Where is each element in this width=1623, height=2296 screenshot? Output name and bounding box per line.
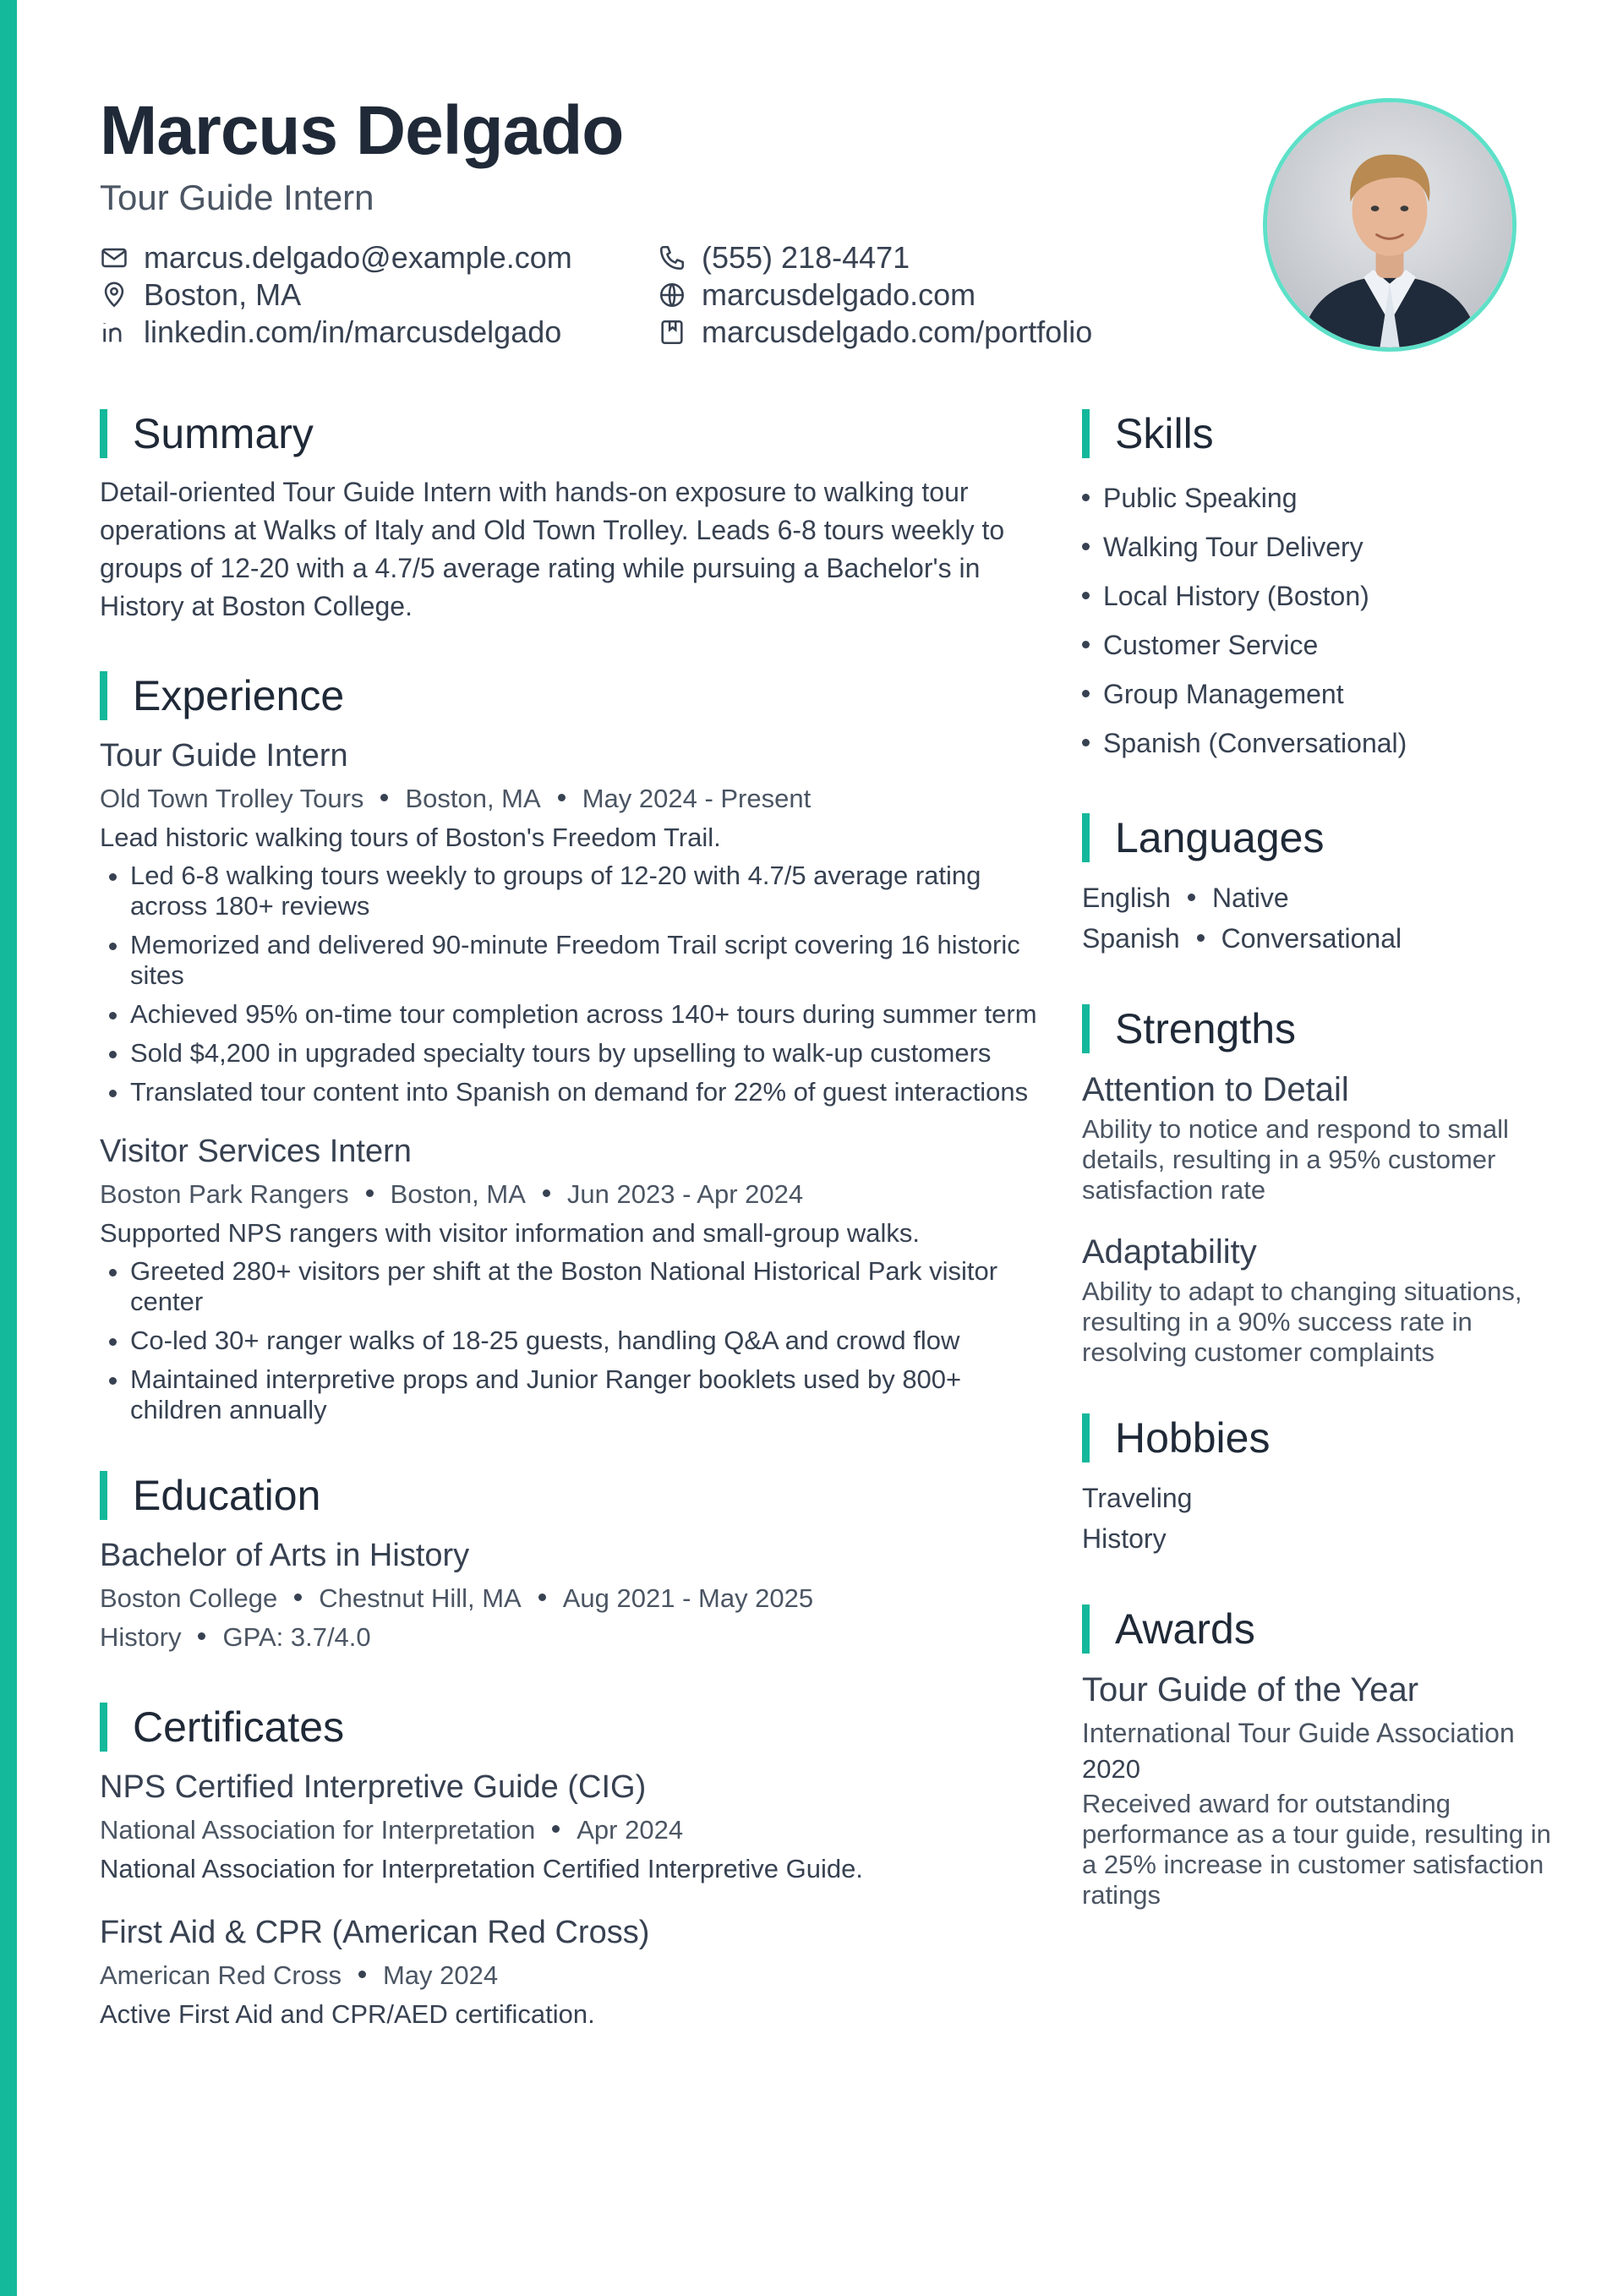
linkedin-icon [100,318,128,347]
certificate-meta [100,1811,1038,1850]
award-year: 2020 [1082,1754,1140,1784]
skill-item: Public Speaking [1082,473,1572,522]
accent-bar [0,0,17,2296]
job-bullets [100,861,1038,1107]
job-location: Boston, MA [405,784,541,813]
strengths-heading: Strengths [1115,1005,1297,1052]
job-dates: May 2024 - Present [582,784,812,813]
job-company: Old Town Trolley Tours [100,784,364,813]
skill-item: Group Management [1082,670,1572,719]
job-bullet: • Led 6-8 walking tours weekly to groups of 12-20 with 4.7/5 average rating across 180+ reviews [130,861,1038,921]
globe-icon [658,281,686,309]
education-heading: Education [133,1472,321,1519]
job-bullet: • Sold $4,200 in upgraded specialty tours by upselling to walk-up customers [130,1038,1038,1069]
email-text: marcus.delgado@example.com [144,240,572,276]
linkedin-text: linkedin.com/in/marcusdelgado [144,314,562,350]
education-meta [100,1579,1038,1618]
certificate-issuer: National Association for Interpretation [100,1815,536,1845]
portfolio-icon [658,318,686,347]
job-location: Boston, MA [390,1179,526,1209]
skill-item: Local History (Boston) [1082,571,1572,620]
skill-item: Customer Service [1082,620,1572,670]
section-marker [100,1471,107,1520]
education-entry [100,1535,1038,1657]
job-description: Lead historic walking tours of Boston's Freedom Trail. [100,823,721,852]
right-column [1082,409,1572,1956]
job-bullet: • Co-led 30+ ranger walks of 18-25 guests, handling Q&A and crowd flow [130,1326,1038,1356]
language-name: Spanish [1082,923,1180,954]
education-section [100,1471,1038,1657]
certificate-issuer: American Red Cross [100,1960,342,1990]
job-company: Boston Park Rangers [100,1179,349,1209]
job-title: Tour Guide Intern [100,738,348,774]
avatar-illustration [1267,102,1512,347]
job-dates: Jun 2023 - Apr 2024 [566,1179,804,1209]
strength-description: Ability to adapt to changing situations, resulting in a 90% success rate in resolving customer complaints [1082,1276,1522,1367]
contact-location [100,277,658,313]
candidate-title: Tour Guide Intern [100,178,374,218]
school-name: Boston College [100,1583,278,1613]
job-description: Supported NPS rangers with visitor information and small-group walks. [100,1218,921,1248]
job-bullet: • Greeted 280+ visitors per shift at the Boston National Historical Park visitor center [130,1256,1038,1317]
language-level: Native [1211,883,1289,913]
hobbies-heading: Hobbies [1115,1414,1271,1462]
contact-website[interactable] [658,277,1182,313]
language-level: Conversational [1221,923,1402,954]
skill-item: Walking Tour Delivery [1082,522,1572,571]
section-marker [100,1703,107,1752]
award-title: Tour Guide of the Year [1082,1671,1419,1708]
section-marker [1082,1604,1090,1654]
strength-description: Ability to notice and respond to small details, resulting in a 95% customer satisfaction rate [1082,1114,1509,1205]
section-marker [1082,1413,1090,1462]
section-marker [100,671,107,720]
summary-section [100,409,1038,626]
experience-heading: Experience [133,672,345,719]
school-location: Chestnut Hill, MA [319,1583,522,1613]
portfolio-text: marcusdelgado.com/portfolio [702,314,1093,350]
contact-linkedin[interactable] [100,314,658,350]
hobby-item: History [1082,1523,1167,1554]
degree-title: Bachelor of Arts in History [100,1538,470,1573]
section-marker [1082,1004,1090,1053]
skills-list [1082,473,1572,768]
location-pin-icon [100,281,128,309]
language-item [1082,877,1572,918]
languages-heading: Languages [1115,814,1325,861]
language-name: English [1082,883,1171,913]
certificate-entry [100,1767,1038,1889]
job-title: Visitor Services Intern [100,1134,412,1169]
job-meta [100,1175,1038,1214]
certificate-description: National Association for Interpretation Certified Interpretive Guide. [100,1854,863,1883]
education-details [100,1618,1038,1657]
job-bullet: • Translated tour content into Spanish on demand for 22% of guest interactions [130,1077,1038,1107]
certificate-meta [100,1956,1038,1995]
contact-phone[interactable] [658,240,1182,276]
strength-title: Adaptability [1082,1233,1257,1271]
education-gpa: GPA: 3.7/4.0 [222,1622,371,1652]
certificate-entry [100,1912,1038,2034]
strength-title: Attention to Detail [1082,1071,1349,1108]
skills-section [1082,409,1572,768]
education-dates: Aug 2021 - May 2025 [562,1583,814,1613]
contact-portfolio[interactable] [658,314,1182,350]
candidate-name: Marcus Delgado [100,92,624,169]
job-bullet: • Maintained interpretive props and Junior Ranger booklets used by 800+ children annually [130,1364,1038,1425]
certificate-description: Active First Aid and CPR/AED certification. [100,1999,595,2029]
phone-text: (555) 218-4471 [702,240,910,276]
languages-section [1082,813,1572,959]
job-bullet: • Memorized and delivered 90-minute Freedom Trail script covering 16 historic sites [130,930,1038,991]
location-text: Boston, MA [144,277,302,313]
certificate-title: First Aid & CPR (American Red Cross) [100,1915,650,1950]
awards-heading: Awards [1115,1605,1255,1653]
summary-heading: Summary [133,410,314,457]
strengths-section [1082,1004,1572,1368]
summary-text: Detail-oriented Tour Guide Intern with hands-on exposure to walking tour operations at Walks of Italy and Old Town Trolley. Leads 6-8 tours weekly to groups of 12-20 with a 4.7/5 average rating while pursuing a Bachelor's in History at Boston College. [100,477,1005,621]
certificates-section [100,1703,1038,2034]
contact-email[interactable] [100,240,658,276]
job-entry [100,735,1038,1107]
experience-section [100,671,1038,1425]
hobby-item: Traveling [1082,1483,1193,1513]
award-organization: International Tour Guide Association [1082,1718,1515,1748]
job-bullets [100,1256,1038,1425]
strength-item [1082,1231,1572,1368]
resume-header [100,93,1199,350]
strength-item [1082,1069,1572,1205]
hobbies-section [1082,1413,1572,1559]
education-field: History [100,1622,182,1652]
left-column [100,409,1038,2080]
contact-list [100,240,1199,350]
skills-heading: Skills [1115,410,1214,457]
awards-section [1082,1604,1572,1911]
section-marker [100,409,107,458]
certificate-date: May 2024 [382,1960,499,1990]
website-text: marcusdelgado.com [702,277,976,313]
job-bullet: • Achieved 95% on-time tour completion across 140+ tours during summer term [130,999,1038,1030]
job-entry [100,1131,1038,1425]
section-marker [1082,409,1090,458]
section-marker [1082,813,1090,862]
profile-photo [1263,98,1516,352]
mail-icon [100,243,128,272]
certificate-title: NPS Certified Interpretive Guide (CIG) [100,1769,647,1805]
phone-icon [658,243,686,272]
award-description: Received award for outstanding performance as a tour guide, resulting in a 25% increase in customer satisfaction ratings [1082,1789,1551,1910]
certificate-date: Apr 2024 [577,1815,684,1845]
language-item [1082,918,1572,959]
certificates-heading: Certificates [133,1703,345,1751]
skill-item: Spanish (Conversational) [1082,719,1572,768]
job-meta [100,779,1038,818]
